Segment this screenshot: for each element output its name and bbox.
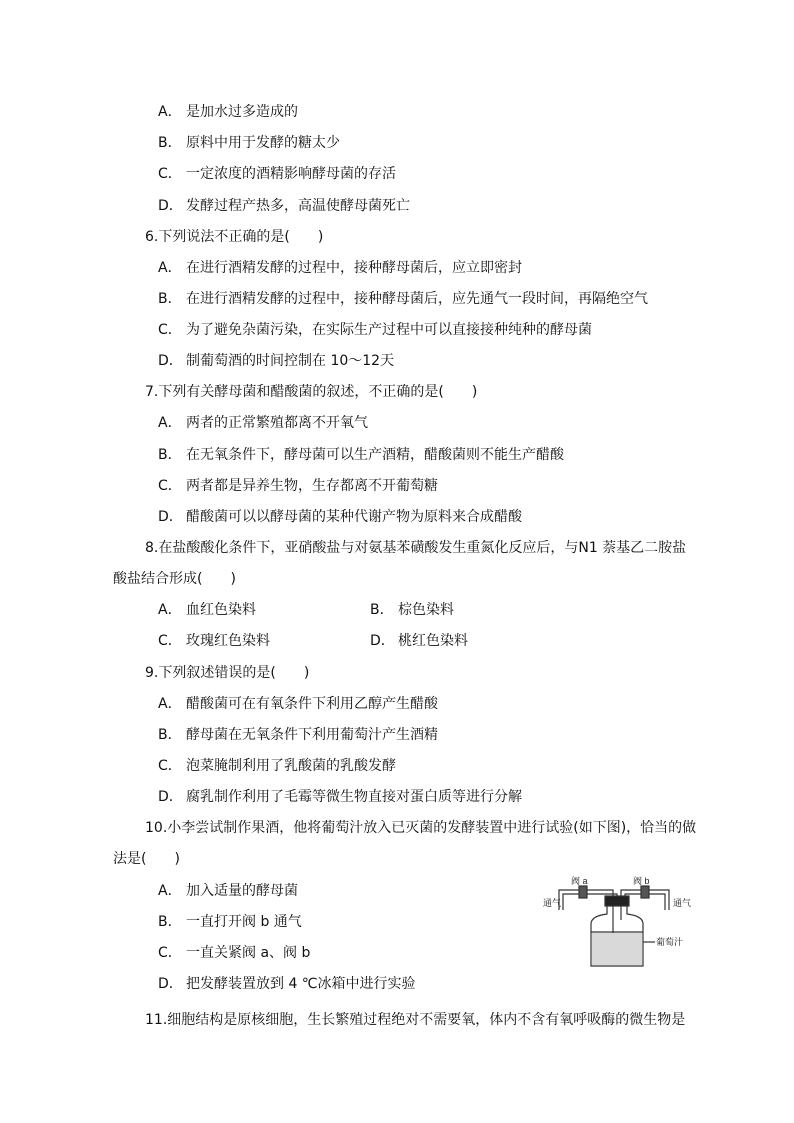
q8-option-b: B． 棕色染料	[370, 602, 454, 618]
q10-stem-line1: 10.小李尝试制作果酒，他将葡萄汁放入已灭菌的发酵装置中进行试验(如下图)，恰当的做	[145, 820, 697, 836]
q5-option-d: D． 发酵过程产热多，高温使酵母菌死亡	[158, 198, 410, 214]
valve-a-label: 阀 a	[571, 876, 588, 886]
q7-option-c: C． 两者都是异养生物，生存都离不开葡萄糖	[158, 478, 438, 494]
grape-juice-fill	[592, 933, 642, 965]
q8-stem-line1: 8.在盐酸酸化条件下，亚硝酸盐与对氨基苯磺酸发生重氮化反应后，与N1 萘基乙二胺盐	[145, 540, 687, 556]
fermentation-apparatus-figure	[541, 876, 692, 972]
q8-options-row1	[158, 600, 454, 620]
q8-options-row2	[158, 631, 468, 651]
q5-option-a: A． 是加水过多造成的	[158, 104, 298, 120]
left-tube-label: 通气	[543, 898, 562, 908]
q6-option-b: B． 在进行酒精发酵的过程中，接种酵母菌后，应先通气一段时间，再隔绝空气	[158, 291, 648, 307]
q9-option-c: C． 泡菜腌制利用了乳酸菌的乳酸发酵	[158, 758, 396, 774]
juice-label: 葡萄汁	[656, 937, 684, 947]
q8-option-d: D． 桃红色染料	[370, 633, 468, 649]
valve-a-icon	[579, 886, 587, 898]
q8-option-a: A． 血红色染料	[158, 602, 256, 618]
q10-option-a: A． 加入适量的酵母菌	[158, 883, 298, 899]
q8-stem-line2: 酸盐结合形成( )	[113, 571, 236, 587]
q7-option-d: D． 醋酸菌可以以酵母菌的某种代谢产物为原料来合成醋酸	[158, 509, 522, 525]
q9-option-d: D． 腐乳制作利用了毛霉等微生物直接对蛋白质等进行分解	[158, 789, 522, 805]
q5-option-b: B． 原料中用于发酵的糖太少	[158, 135, 340, 151]
q6-stem: 6.下列说法不正确的是( )	[145, 229, 324, 245]
q10-option-b: B． 一直打开阀 b 通气	[158, 914, 302, 930]
q10-option-d: D． 把发酵装置放到 4 ℃冰箱中进行实验	[158, 976, 416, 992]
q5-option-c: C． 一定浓度的酒精影响酵母菌的存活	[158, 166, 396, 182]
q6-option-a: A． 在进行酒精发酵的过程中，接种酵母菌后，应立即密封	[158, 260, 522, 276]
q7-option-b: B． 在无氧条件下，酵母菌可以生产酒精，醋酸菌则不能生产醋酸	[158, 447, 564, 463]
valve-b-icon	[641, 886, 649, 898]
q6-option-c: C． 为了避免杂菌污染，在实际生产过程中可以直接接种纯种的酵母菌	[158, 322, 592, 338]
q10-stem-line2: 法是( )	[113, 851, 180, 867]
q7-stem: 7.下列有关酵母菌和醋酸菌的叙述，不正确的是( )	[145, 384, 478, 400]
q7-option-a: A． 两者的正常繁殖都离不开氧气	[158, 415, 368, 431]
q10-option-c: C． 一直关紧阀 a、阀 b	[158, 945, 311, 961]
q9-stem: 9.下列叙述错误的是( )	[145, 665, 310, 681]
q11-stem-line1: 11.细胞结构是原核细胞，生长繁殖过程绝对不需要氧，体内不含有氧呼吸酶的微生物是	[145, 1012, 686, 1028]
bottle-stopper	[605, 896, 629, 906]
right-tube-label: 通气	[673, 898, 692, 908]
q6-option-d: D． 制葡萄酒的时间控制在 10～12天	[158, 353, 395, 369]
q9-option-a: A． 醋酸菌可在有氧条件下利用乙醇产生醋酸	[158, 696, 438, 712]
valve-b-label: 阀 b	[633, 876, 650, 886]
q9-option-b: B． 酵母菌在无氧条件下利用葡萄汁产生酒精	[158, 727, 438, 743]
q8-option-c: C． 玫瑰红色染料	[158, 633, 270, 649]
